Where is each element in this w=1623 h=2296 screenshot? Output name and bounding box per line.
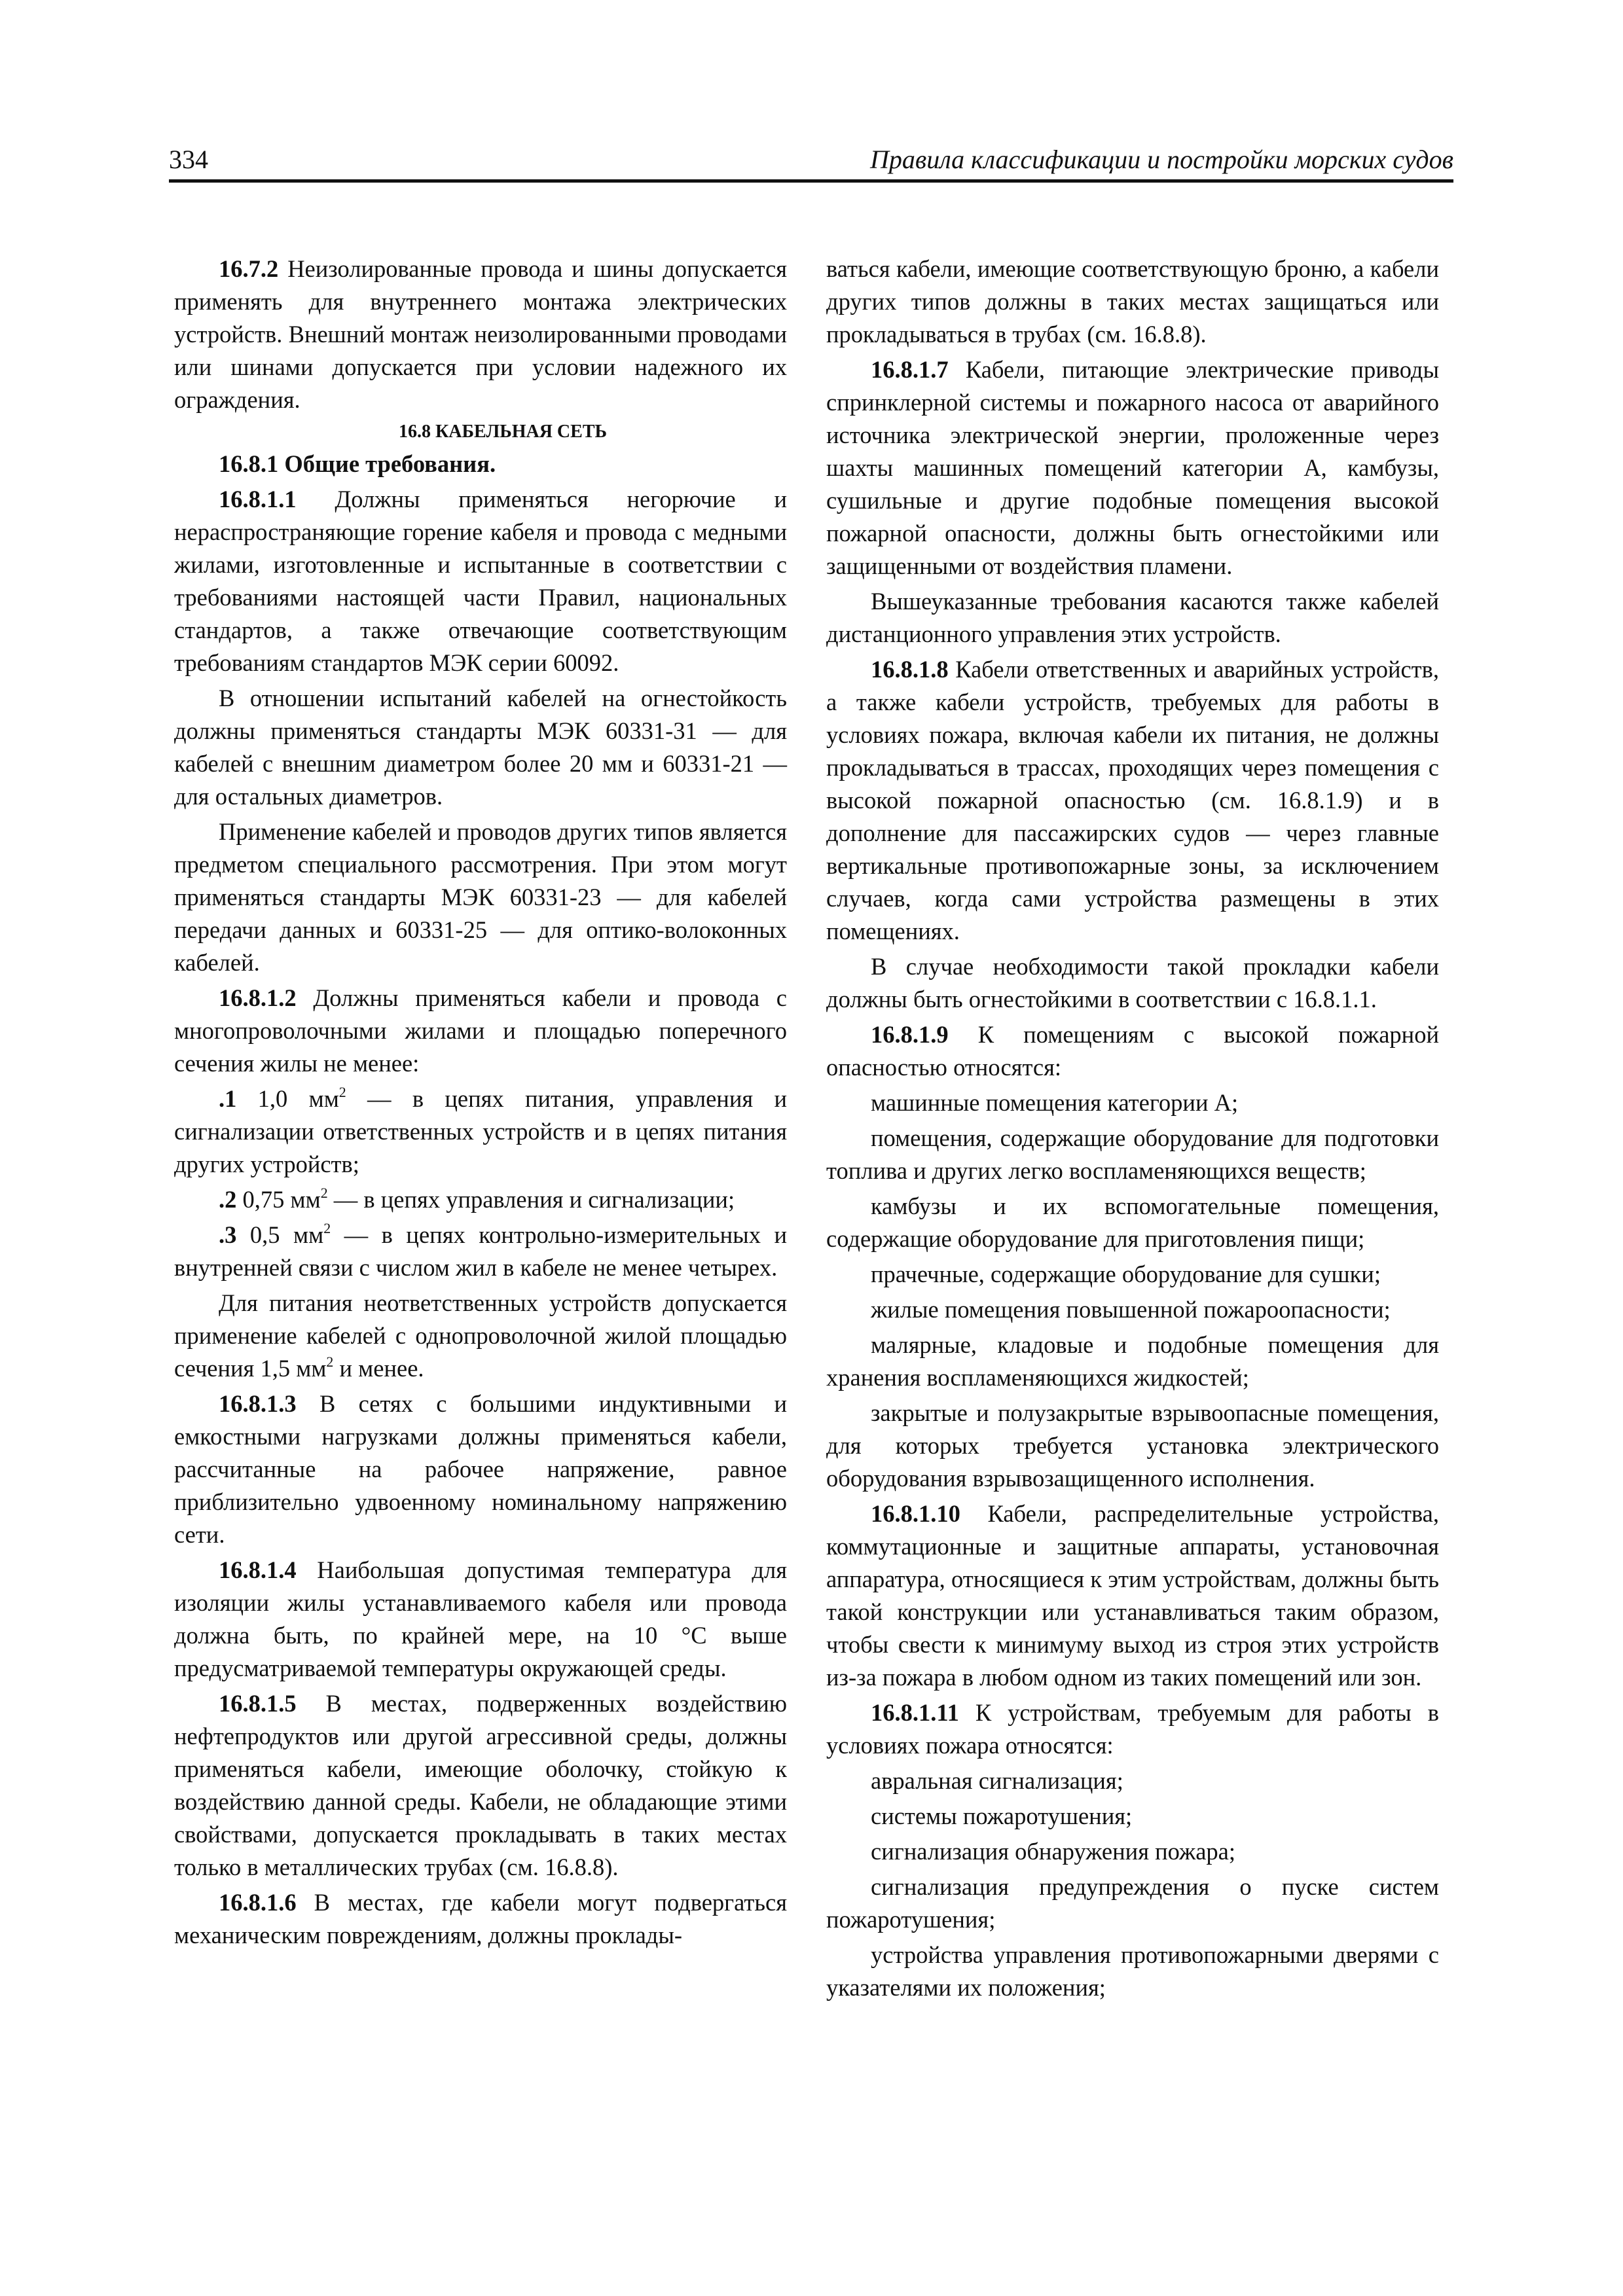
superscript: 2 [338,1083,346,1100]
list-item-3 [174,1219,787,1284]
paragraph-16-8-1-10 [826,1498,1439,1694]
clause-text: К помещениям с высокой пожарной опасностью относятся: [826,1021,1439,1081]
clause-number: 16.8.1.11 [871,1699,959,1726]
paragraph-special-consideration: Применение кабелей и проводов других типов является предметом специального рассмотрения. При этом могут применяться стандарты МЭК 60331-23 — для кабелей передачи данных и 60331-25 — для оптико-волоконных кабелей. [174,818,787,976]
clause-number: 16.8.1.9 [871,1021,949,1048]
item-text: — в цепях контрольно-измерительных и внутренней связи с числом жил в кабеле не менее четырех. [174,1221,787,1281]
page-header [169,143,1453,183]
paragraph-16-8-1-7 [826,353,1439,583]
clause-number: 16.8.1.2 [219,984,297,1011]
clause-text: Кабели, распределительные устройства, коммутационные и защитные аппараты, установочная аппаратура, относящиеся к этим устройствам, должны быть такой конструкции или устанавливаться таким образом, чтобы свести к минимуму выход из строя этих устройств из-за пожара в любом одном из таких помещений или зон. [826,1500,1439,1691]
clause-text: Должны применяться кабели и провода с многопроволочными жилами и площадью поперечного сечения жилы не менее: [174,984,787,1077]
item-number: .3 [219,1221,237,1248]
paragraph-single-wire [174,1287,787,1385]
clause-text: Наибольшая допустимая температура для изоляции жилы устанавливаемого кабеля или провода должна быть, по крайней мере, на 10 °С выше предусматриваемой температуры окружающей среды. [174,1556,787,1681]
list-item: малярные, кладовые и подобные помещения для хранения воспламеняющихся жидкостей; [826,1331,1439,1391]
section-title: 16.8 КАБЕЛЬНАЯ СЕТЬ [398,422,608,442]
list-item: помещения, содержащие оборудование для подготовки топлива и других легко воспламеняющихся веществ; [826,1124,1439,1184]
paragraph-16-8-1-5 [174,1687,787,1884]
superscript: 2 [323,1219,331,1236]
running-title: Правила классификации и постройки морских судов [869,145,1453,174]
clause-number: 16.7.2 [219,255,279,282]
list-item: закрытые и полузакрытые взрывоопасные помещения, для которых требуется установка электрического оборудования взрывозащищенного исполнения. [826,1399,1439,1492]
paragraph-16-8-1-9 [826,1018,1439,1084]
clause-text: К устройствам, требуемым для работы в условиях пожара относятся: [826,1699,1439,1759]
paragraph-16-8-1-2 [174,982,787,1080]
paragraph-remote-control: Вышеуказанные требования касаются также кабелей дистанционного управления этих устройств. [826,588,1439,647]
item-number: .2 [219,1186,237,1213]
clause-text: Кабели ответственных и аварийных устройств, а также кабели устройств, требуемых для работы в условиях пожара, включая кабели их питания, не должны прокладываться в трассах, проходящих через помещения с высокой пожарной опасностью (см. 16.8.1.9) и в дополнение для пассажирских судов — через главные вертикальные противопожарные зоны, за исключением случаев, когда сами устройства размещены в этих помещениях. [826,656,1439,944]
clause-number: 16.8.1.4 [219,1556,297,1583]
paragraph-16-8-1-4 [174,1554,787,1685]
clause-number: 16.8.1.1 [219,486,297,512]
clause-text: Кабели, питающие электрические приводы спринклерной системы и пожарного насоса от аварийного источника электрической энергии, проложенные через шахты машинных помещений категории А, камбузы, сушильные и другие подобные помещения высокой пожарной опасности, должны быть огнестойкими или защищенными от воздействия пламени. [826,356,1439,579]
paragraph-16-8-1-6 [174,1886,787,1952]
item-text: 0,75 мм [236,1186,321,1213]
list-item: системы пожаротушения; [871,1803,1133,1829]
paragraph-text: Для питания неответственных устройств допускается применение кабелей с однопроволочной жилой площадью сечения 1,5 мм [174,1289,787,1382]
superscript: 2 [320,1184,328,1201]
list-item-2 [174,1183,787,1216]
left-column [174,253,787,1954]
page-number: 334 [169,145,208,174]
list-item: прачечные, содержащие оборудование для сушки; [871,1261,1381,1287]
subsection-heading: 16.8.1 Общие требования. [219,450,496,477]
list-item: сигнализация предупреждения о пуске систем пожаротушения; [826,1873,1439,1933]
paragraph-16-8-1-11 [826,1696,1439,1762]
paragraph-text: и менее. [333,1355,424,1382]
item-number: .1 [219,1085,237,1112]
list-item: камбузы и их вспомогательные помещения, содержащие оборудование для приготовления пищи; [826,1193,1439,1252]
list-item: машинные помещения категории А; [871,1089,1239,1116]
paragraph-16-8-1-3 [174,1388,787,1551]
clause-number: 16.8.1.10 [871,1500,960,1527]
clause-text: Должны применяться негорючие и нераспространяющие горение кабеля и провода с медными жилами, изготовленные и испытанные в соответствии с требованиями настоящей части Правил, национальных стандартов, а также отвечающие соответствующим требованиям стандартов МЭК серии 60092. [174,486,787,676]
clause-text: В сетях с большими индуктивными и емкостными нагрузками должны применяться кабели, рассчитанные на рабочее напряжение, равное приблизительно удвоенному номинальному напряжению сети. [174,1390,787,1548]
paragraph-necessity: В случае необходимости такой прокладки кабели должны быть огнестойкими в соответствии с 16.8.1.1. [826,953,1439,1013]
paragraph-16-7-2 [174,253,787,416]
paragraph-fire-tests: В отношении испытаний кабелей на огнестойкость должны применяться стандарты МЭК 60331-31 — для кабелей с внешним диаметром более 20 мм и 60331-21 — для остальных диаметров. [174,685,787,810]
item-text: 1,0 мм [236,1085,339,1112]
clause-text: В местах, подверженных воздействию нефтепродуктов или другой агрессивной среды, должны применяться кабели, имеющие оболочку, стойкую к воздействию данной среды. Кабели, не обладающие этими свойствами, допускается прокладывать в таких местах только в металлических трубах (см. 16.8.8). [174,1690,787,1880]
item-text: 0,5 мм [236,1221,324,1248]
list-item: жилые помещения повышенной пожароопасности; [871,1296,1391,1323]
clause-number: 16.8.1.5 [219,1690,297,1717]
paragraph-16-8-1-8 [826,653,1439,948]
list-item: авральная сигнализация; [871,1767,1123,1794]
list-item: сигнализация обнаружения пожара; [871,1838,1235,1865]
item-text: — в цепях питания, управления и сигнализации ответственных устройств и в цепях питания других устройств; [174,1085,787,1177]
clause-text: Неизолированные провода и шины допускается применять для внутреннего монтажа электрических устройств. Внешний монтаж неизолированными проводами или шинами допускается при условии надежного их ограждения. [174,255,787,413]
clause-number: 16.8.1.8 [871,656,949,683]
right-column [826,253,1439,2007]
list-item-1 [174,1083,787,1181]
clause-number: 16.8.1.3 [219,1390,297,1417]
paragraph-16-8-1-1 [174,483,787,679]
superscript: 2 [326,1353,334,1370]
list-item: устройства управления противопожарными дверями с указателями их положения; [826,1941,1439,2001]
clause-number: 16.8.1.6 [219,1889,297,1916]
clause-text: В местах, где кабели могут подвергаться механическим повреждениям, должны проклады- [174,1889,787,1948]
paragraph-continued: ваться кабели, имеющие соответствующую броню, а кабели других типов должны в таких местах защищаться или прокладываться в трубах (см. 16.8.8). [826,255,1439,348]
clause-number: 16.8.1.7 [871,356,949,383]
item-text: — в цепях управления и сигнализации; [327,1186,735,1213]
